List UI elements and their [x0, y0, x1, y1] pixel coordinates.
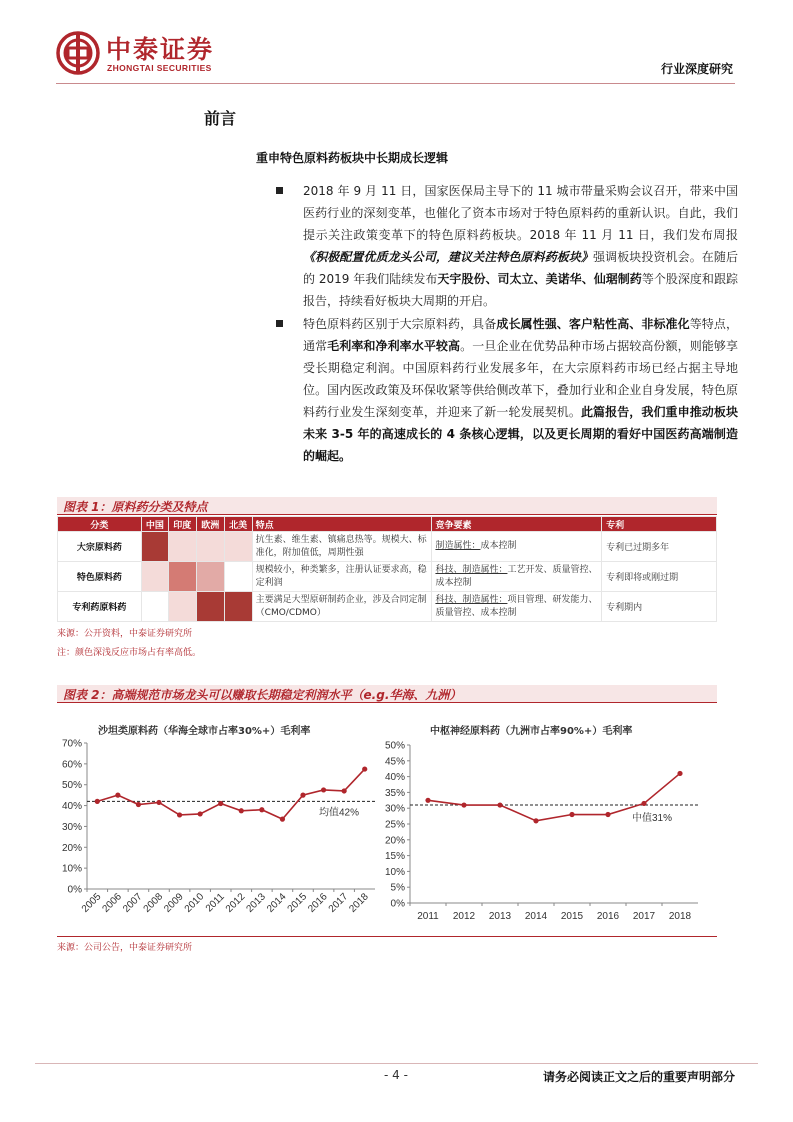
data-point	[461, 802, 466, 807]
header-north-america: 北美	[224, 517, 252, 532]
data-point	[497, 802, 502, 807]
data-point	[677, 771, 682, 776]
figure1-title: 图表 1：原料药分类及特点	[63, 500, 208, 514]
logo-text-en: ZHONGTAI SECURITIES	[107, 63, 212, 73]
x-tick-label: 2008	[141, 891, 166, 915]
header-competition: 竞争要素	[432, 517, 602, 532]
row-features: 规模较小，种类繁多，注册认证要求高，稳定利润	[252, 562, 432, 592]
y-tick-label: 5%	[390, 882, 405, 894]
table-row	[58, 532, 717, 562]
bullet-icon	[276, 320, 283, 327]
competition-type: 科技、制造属性：	[435, 564, 508, 575]
data-point	[425, 798, 430, 803]
share-europe-cell	[196, 562, 224, 592]
text-run: 等特点，通常	[303, 317, 738, 353]
figure2-header	[57, 685, 717, 703]
chart2-cns-gross-margin	[380, 735, 710, 930]
y-tick-label: 50%	[61, 780, 82, 792]
company-names-emphasis: 天宇股份、司太立、美诺华、仙琚制药	[437, 272, 642, 286]
row-patent: 专利已过期多年	[602, 532, 717, 562]
row-category: 大宗原料药	[58, 532, 142, 562]
text-run: 强调板块投资机会。在随后的 2019 年我们陆续发布	[303, 250, 738, 286]
y-tick-label: 70%	[61, 738, 82, 750]
data-point	[218, 801, 223, 806]
x-tick-label: 2012	[452, 911, 476, 922]
figure2-bottom-rule	[57, 936, 717, 937]
x-tick-label: 2015	[285, 891, 310, 915]
competition-type: 科技、制造属性：	[435, 594, 508, 605]
y-tick-label: 45%	[384, 756, 405, 768]
x-tick-label: 2016	[596, 911, 620, 922]
data-point	[115, 793, 120, 798]
competition-detail: 工艺开发、质量管控、成本控制	[435, 564, 598, 588]
share-india-cell	[168, 532, 196, 562]
competition-detail: 项目管理、研发能力、质量管控、成本控制	[435, 594, 598, 618]
x-tick-label: 2012	[223, 891, 248, 915]
zhongtai-logo-icon	[56, 31, 100, 75]
x-tick-label: 2006	[100, 891, 124, 915]
share-north-america-cell	[224, 592, 252, 622]
share-europe-cell	[196, 592, 224, 622]
row-patent: 专利期内	[602, 592, 717, 622]
y-tick-label: 20%	[61, 842, 82, 854]
share-china-cell	[141, 532, 168, 562]
header-patent: 专利	[602, 517, 717, 532]
y-tick-label: 15%	[384, 851, 405, 863]
text-run: 。一旦企业在优势品种市场占据较高份额，则能够享受长期稳定利润。中国原料药行业发展多年，在大宗原料药市场已经占据主导地位。国内医改政策及环保收紧等供给侧改革下，叠加行业和企业自身发展，特色原料药行业发生深刻变革，并迎来了新一轮发展契机。	[303, 339, 738, 419]
table-header-row	[58, 517, 717, 532]
y-tick-label: 50%	[384, 740, 405, 752]
y-tick-label: 0%	[67, 884, 82, 896]
section-title: 前言	[204, 109, 237, 128]
y-tick-label: 20%	[384, 835, 405, 847]
data-point	[198, 811, 203, 816]
x-tick-label: 2011	[203, 891, 227, 915]
row-competition	[432, 592, 602, 622]
bullet-icon	[276, 187, 283, 194]
chart1-sartan-gross-margin	[57, 735, 377, 930]
data-point	[342, 788, 347, 793]
disclaimer-text: 请务必阅读正文之后的重要声明部分	[542, 1070, 735, 1084]
x-tick-label: 2018	[668, 911, 692, 922]
paragraph-2	[276, 313, 738, 467]
y-tick-label: 25%	[384, 819, 405, 831]
header-china: 中国	[141, 517, 168, 532]
x-tick-label: 2007	[121, 891, 145, 915]
body-text	[276, 180, 738, 468]
text-emphasis: 毛利率和净利率水平较高	[327, 339, 461, 353]
data-point	[300, 793, 305, 798]
y-tick-label: 30%	[61, 821, 82, 833]
data-point	[605, 812, 610, 817]
data-point	[641, 801, 646, 806]
x-tick-label: 2014	[524, 911, 548, 922]
paragraph-1	[276, 180, 738, 312]
x-tick-label: 2016	[306, 891, 330, 915]
figure1-source: 来源：公开资料，中泰证券研究所	[57, 629, 193, 639]
y-tick-label: 40%	[384, 772, 405, 784]
data-point	[321, 787, 326, 792]
x-tick-label: 2013	[488, 911, 512, 922]
row-competition	[432, 532, 602, 562]
data-point	[259, 807, 264, 812]
share-india-cell	[168, 562, 196, 592]
x-tick-label: 2011	[417, 911, 439, 922]
table-row	[58, 592, 717, 622]
y-tick-label: 40%	[61, 801, 82, 813]
header-features: 特点	[252, 517, 432, 532]
header-india: 印度	[168, 517, 196, 532]
data-point	[533, 818, 538, 823]
row-category: 特色原料药	[58, 562, 142, 592]
footer-divider	[35, 1063, 758, 1064]
x-tick-label: 2018	[347, 891, 371, 915]
table-row	[58, 562, 717, 592]
chart1-title: 沙坦类原料药（华海全球市占率30%+）毛利率	[98, 726, 311, 737]
row-category: 专利药原料药	[58, 592, 142, 622]
api-classification-table	[57, 516, 717, 622]
x-tick-label: 2014	[265, 891, 289, 915]
x-tick-label: 2015	[560, 911, 584, 922]
competition-detail: 成本控制	[480, 541, 517, 551]
x-tick-label: 2005	[79, 891, 104, 915]
text-emphasis: 成长属性强、客户粘性高、非标准化	[496, 317, 690, 331]
text-run: 2018 年 9 月 11 日，国家医保局主导下的 11 城市带量采购会议召开，带来中国医药行业的深刻变革，也催化了资本市场对于特色原料药的重新认识。自此，我们提示关注政策变革下的特色原料药板块。2018 年 11 月 11 日，我们发布周报	[303, 184, 738, 242]
header-divider	[56, 83, 735, 84]
figure1-note: 注：颜色深浅反应市场占有率高低。	[57, 648, 202, 658]
x-tick-label: 2017	[632, 911, 656, 922]
share-north-america-cell	[224, 532, 252, 562]
x-tick-label: 2013	[244, 891, 268, 915]
share-europe-cell	[196, 532, 224, 562]
y-tick-label: 0%	[390, 898, 405, 910]
row-patent: 专利即将或刚过期	[602, 562, 717, 592]
data-point	[362, 766, 367, 771]
data-point	[569, 812, 574, 817]
share-china-cell	[141, 592, 168, 622]
report-title-emphasis: 《积极配置优质龙头公司，建议关注特色原料药板块》	[303, 250, 594, 264]
data-point	[95, 799, 100, 804]
y-tick-label: 10%	[384, 866, 405, 878]
conclusion-emphasis: 此篇报告，我们重申推动板块未来 3-5 年的高速成长的 4 条核心逻辑，以及更长周期的看好中国医药高端制造的崛起。	[303, 405, 738, 463]
sub-title: 重申特色原料药板块中长期成长逻辑	[256, 151, 449, 165]
share-north-america-cell	[224, 562, 252, 592]
header-europe: 欧洲	[196, 517, 224, 532]
data-point	[177, 812, 182, 817]
report-type-label: 行业深度研究	[660, 62, 733, 76]
chart2-title: 中枢神经原料药（九洲市占率90%+）毛利率	[430, 726, 633, 737]
data-point	[280, 817, 285, 822]
text-run: 等个股深度和跟踪报告，持续看好板块大周期的开启。	[303, 272, 738, 308]
row-features: 主要满足大型原研制药企业，涉及合同定制（CMO/CDMO）	[252, 592, 432, 622]
row-competition	[432, 562, 602, 592]
reference-label: 均值42%	[319, 807, 360, 819]
header-category: 分类	[58, 517, 142, 532]
logo-text-cn: 中泰证券	[106, 35, 215, 64]
x-tick-label: 2010	[182, 891, 207, 915]
text-run: 特色原料药区别于大宗原料药，具备	[303, 317, 497, 331]
reference-label: 中值31%	[632, 813, 673, 825]
y-tick-label: 30%	[384, 803, 405, 815]
x-tick-label: 2009	[162, 891, 186, 915]
data-point	[136, 802, 141, 807]
y-tick-label: 10%	[61, 863, 82, 875]
figure2-title: 图表 2：高端规范市场龙头可以赚取长期稳定利润水平（e.g.华海、九洲）	[63, 688, 462, 702]
row-features: 抗生素、维生素、镇痛息热等。规模大、标准化，附加值低，周期性强	[252, 532, 432, 562]
share-china-cell	[141, 562, 168, 592]
figure2-source: 来源：公司公告，中泰证券研究所	[57, 943, 193, 953]
figure1-header	[57, 497, 717, 515]
share-india-cell	[168, 592, 196, 622]
page-number: - 4 -	[384, 1068, 408, 1082]
competition-type: 制造属性：	[435, 541, 481, 551]
y-tick-label: 35%	[384, 787, 405, 799]
x-tick-label: 2017	[326, 891, 351, 915]
data-point	[239, 808, 244, 813]
y-tick-label: 60%	[61, 759, 82, 771]
data-point	[156, 800, 161, 805]
